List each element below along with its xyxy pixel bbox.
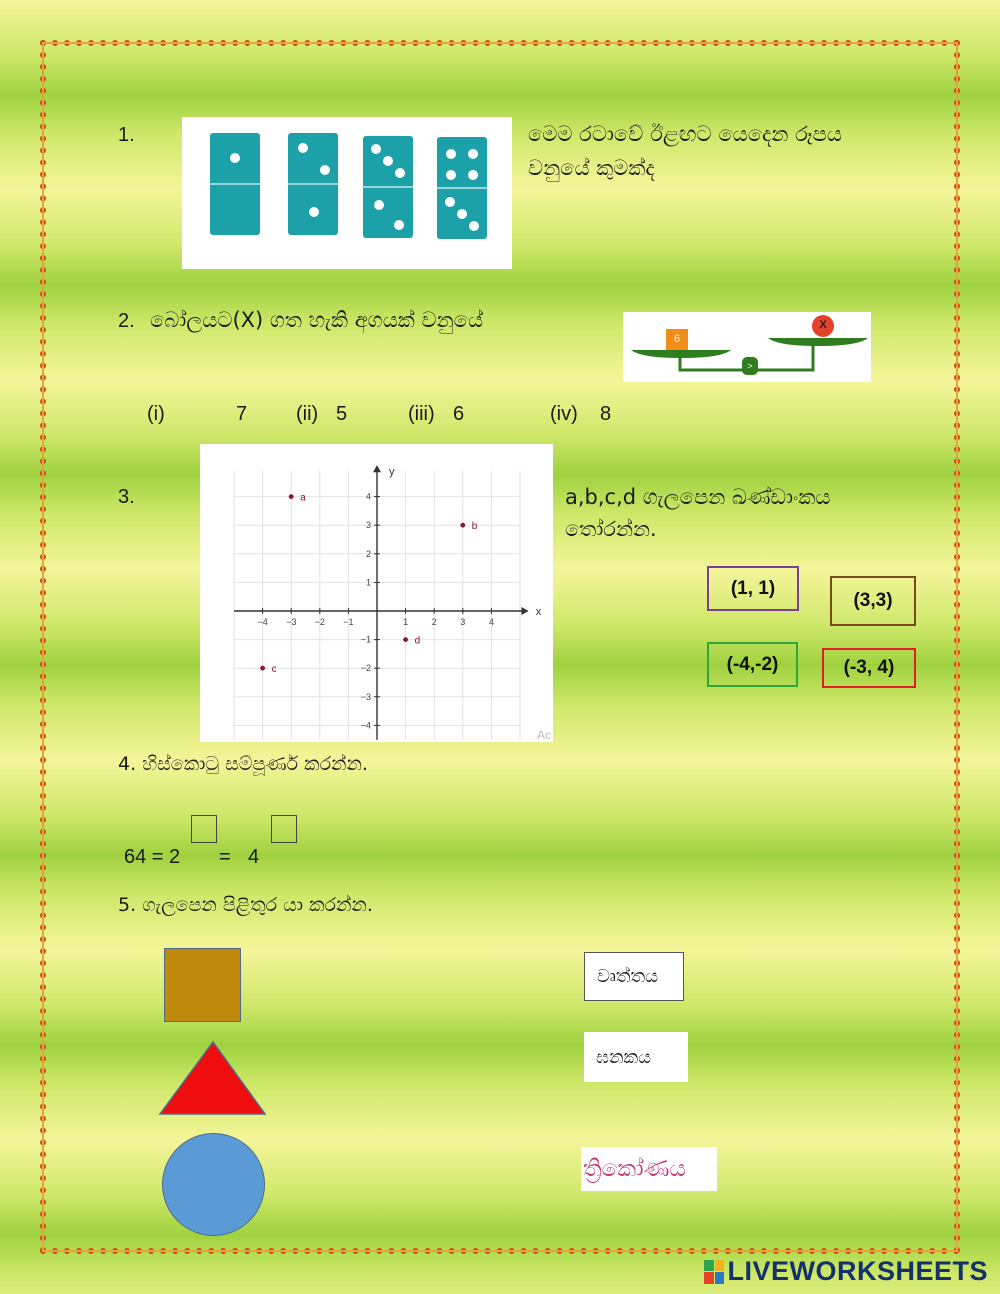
q1-number: 1. bbox=[118, 124, 135, 146]
answer-choice-3[interactable]: (-4,-2) bbox=[707, 642, 798, 687]
point-a bbox=[289, 494, 294, 499]
balance-left-value: 6 bbox=[673, 333, 681, 345]
balance-scale-image bbox=[623, 312, 871, 382]
x-tick-label: −4 bbox=[257, 617, 268, 627]
domino-1 bbox=[210, 133, 260, 235]
x-tick-label: −3 bbox=[286, 617, 297, 627]
q3-text-line1: a,b,c,d ගැලපෙන ඛණ්ඩාංකය bbox=[565, 485, 831, 509]
q4-text: හිස්කොටු සම්පූර්ණ කරන්න. bbox=[142, 753, 368, 775]
q3-number: 3. bbox=[118, 486, 135, 508]
domino-3 bbox=[363, 136, 413, 238]
y-tick-label: 1 bbox=[365, 577, 371, 588]
y-tick-label: 2 bbox=[365, 548, 371, 559]
domino-4 bbox=[437, 137, 487, 239]
q5-heading bbox=[118, 888, 373, 922]
y-tick-label: −4 bbox=[360, 720, 371, 731]
point-b bbox=[460, 523, 465, 528]
x-tick-label: 2 bbox=[431, 617, 437, 627]
q2-option-2-value: 5 bbox=[336, 403, 348, 425]
y-axis-label: y bbox=[389, 465, 395, 478]
x-axis-label: x bbox=[535, 606, 542, 618]
coordinate-graph bbox=[200, 444, 553, 742]
q4-heading bbox=[118, 747, 368, 781]
q2-option-3-label: (iii) bbox=[408, 403, 435, 425]
y-tick-label: 4 bbox=[365, 491, 371, 502]
q2-option-1-value: 7 bbox=[236, 403, 248, 425]
balance-right-value: X bbox=[819, 319, 827, 331]
coordinate-plane-svg bbox=[200, 444, 553, 742]
q2-text: බෝලයට(X) ගත හැකි අගයක් වනුයේ bbox=[150, 308, 484, 332]
point-label-b: b bbox=[471, 521, 478, 533]
y-tick-label: 3 bbox=[365, 520, 371, 531]
y-tick-label: −1 bbox=[360, 634, 371, 645]
domino-pattern-image bbox=[182, 117, 512, 269]
q1-text-line2: වනුයේ කුමක්ද bbox=[528, 156, 655, 180]
point-label-c: c bbox=[271, 664, 277, 676]
x-tick-label: 1 bbox=[403, 617, 409, 627]
brand-mark-icon bbox=[704, 1260, 724, 1284]
q4-base-right: 4 bbox=[248, 846, 260, 868]
y-tick-label: −2 bbox=[360, 663, 371, 674]
q4-equals: = bbox=[219, 846, 231, 868]
q3-text-line2: තෝරන්න. bbox=[565, 517, 657, 541]
q2-number: 2. bbox=[118, 310, 135, 332]
label-circle-word[interactable]: වෘත්තය bbox=[584, 952, 684, 1001]
x-tick-label: 3 bbox=[460, 617, 466, 627]
q2-option-1-label: (i) bbox=[147, 403, 165, 425]
q5-number: 5. bbox=[118, 894, 137, 916]
domino-2 bbox=[288, 133, 338, 235]
label-triangle-word[interactable]: ත්‍රිකෝණය bbox=[581, 1147, 717, 1191]
square-shape[interactable] bbox=[164, 948, 241, 1022]
liveworksheets-logo bbox=[704, 1256, 988, 1287]
x-tick-label: 4 bbox=[488, 617, 494, 627]
graph-watermark: Ac bbox=[536, 728, 551, 742]
point-label-d: d bbox=[414, 635, 421, 647]
q2-option-4-label: (iv) bbox=[550, 403, 578, 425]
exponent-input-2[interactable] bbox=[271, 815, 297, 843]
x-tick-label: −1 bbox=[343, 617, 354, 627]
balance-pivot-sign: > bbox=[747, 361, 753, 371]
q1-text-line1: මෙම රටාවේ ඊළඟට යෙදෙන රූපය bbox=[528, 122, 842, 146]
point-d bbox=[403, 637, 408, 642]
q4-equation-left: 64 = 2 bbox=[124, 846, 181, 868]
circle-shape[interactable] bbox=[162, 1133, 265, 1236]
label-cube-word[interactable]: ඝනකය bbox=[584, 1032, 688, 1082]
answer-choice-2[interactable]: (3,3) bbox=[830, 576, 916, 626]
answer-choice-4[interactable]: (-3, 4) bbox=[822, 648, 916, 688]
answer-choice-1[interactable]: (1, 1) bbox=[707, 566, 799, 611]
exponent-input-1[interactable] bbox=[191, 815, 217, 843]
q2-option-3-value: 6 bbox=[453, 403, 465, 425]
point-c bbox=[260, 666, 265, 671]
x-tick-label: −2 bbox=[314, 617, 325, 627]
y-tick-label: −3 bbox=[360, 691, 371, 702]
point-label-a: a bbox=[300, 492, 306, 504]
brand-text: LIVEWORKSHEETS bbox=[727, 1256, 988, 1286]
q4-number: 4. bbox=[118, 753, 137, 775]
q2-option-2-label: (ii) bbox=[296, 403, 319, 425]
triangle-shape[interactable] bbox=[158, 1040, 268, 1120]
q5-text: ගැලපෙන පිළිතුර යා කරන්න. bbox=[142, 894, 373, 916]
q2-option-4-value: 8 bbox=[600, 403, 612, 425]
